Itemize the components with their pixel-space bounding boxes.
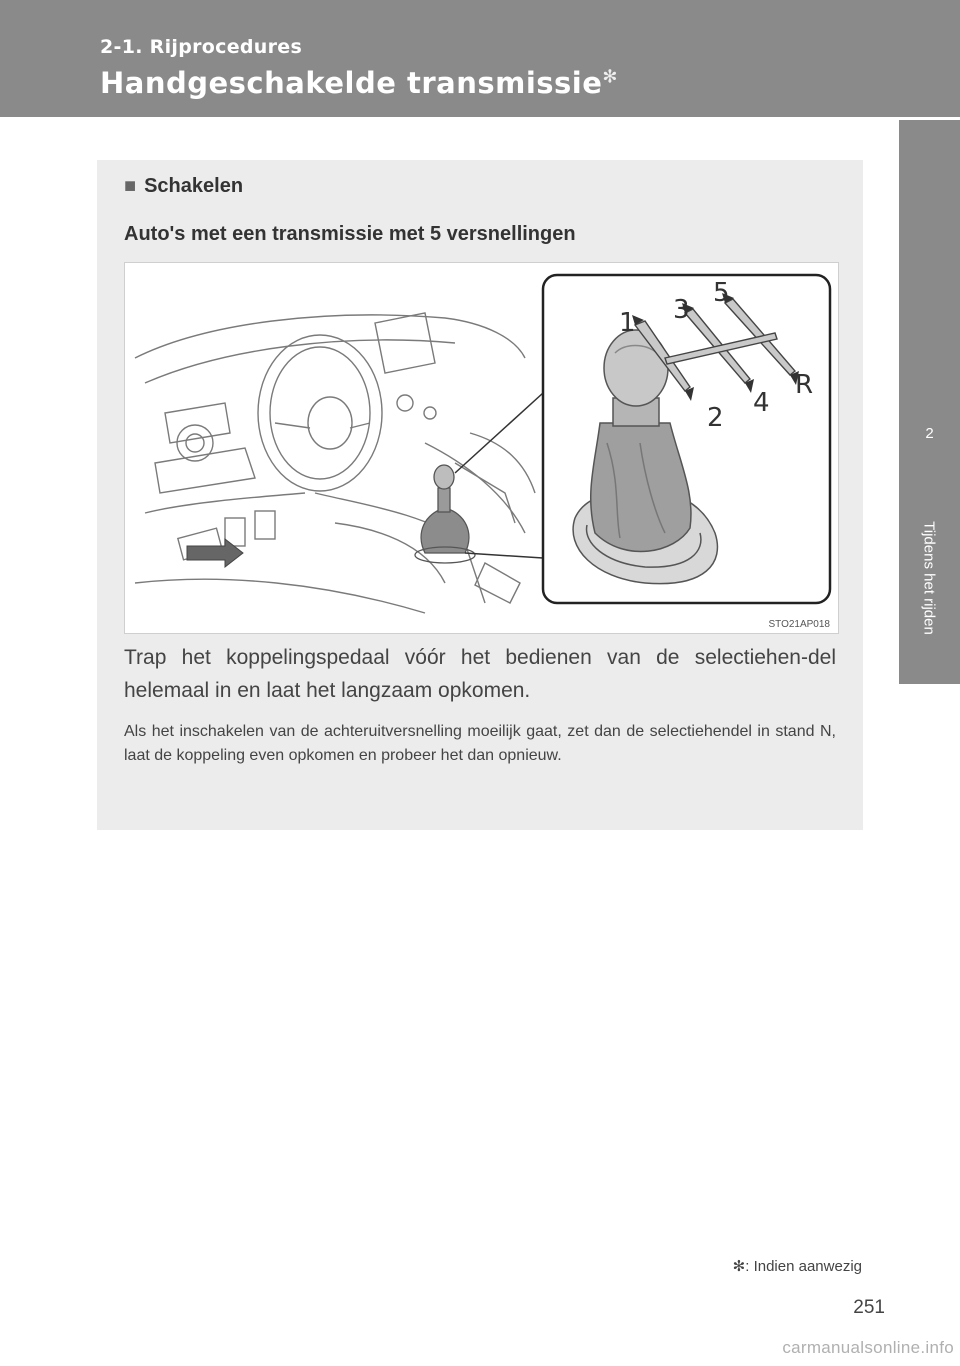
footnote-text: : Indien aanwezig xyxy=(745,1258,862,1275)
subheading-text: Schakelen xyxy=(144,175,244,197)
cockpit-drawing xyxy=(125,263,838,633)
section-label: 2-1. Rijprocedures xyxy=(100,36,303,58)
intro-heading: Auto's met een transmissie met 5 versnellingen xyxy=(124,223,576,245)
gear-label-2: 2 xyxy=(707,403,724,433)
body-paragraph: Trap het koppelingspedaal vóór het bedienen van de selectiehen-del helemaal in en laat het langzaam opkomen. xyxy=(124,646,836,702)
figure-code: STO21AP018 xyxy=(768,619,830,630)
footnote xyxy=(733,1257,862,1275)
gear-label-5: 5 xyxy=(713,278,730,308)
page-title-text: Handgeschakelde transmissie xyxy=(100,66,603,100)
bullet-square-icon: ■ xyxy=(124,175,137,197)
gear-label-r: R xyxy=(795,370,814,400)
chapter-label-text: Tijdens het rijden xyxy=(920,521,938,635)
gear-label-1: 1 xyxy=(619,308,636,338)
gear-label-3: 3 xyxy=(673,295,690,325)
side-tab-divider xyxy=(899,117,960,120)
note-paragraph: Als het inschakelen van de achteruitversnelling moeilijk gaat, zet dan de selectiehendel in stand N, laat de koppeling even opkomen en probeer het dan opnieuw. xyxy=(124,723,836,764)
gear-shift-illustration xyxy=(124,262,839,634)
page-number: 251 xyxy=(853,1297,885,1318)
footnote-marker: ✻ xyxy=(732,1258,746,1275)
page-title xyxy=(100,66,618,100)
watermark-link[interactable]: carmanualsonline.info xyxy=(782,1338,954,1357)
section-subheading xyxy=(124,175,243,198)
optional-marker: ✻ xyxy=(602,66,619,88)
gear-label-4: 4 xyxy=(753,388,770,418)
chapter-number: 2 xyxy=(925,425,934,442)
